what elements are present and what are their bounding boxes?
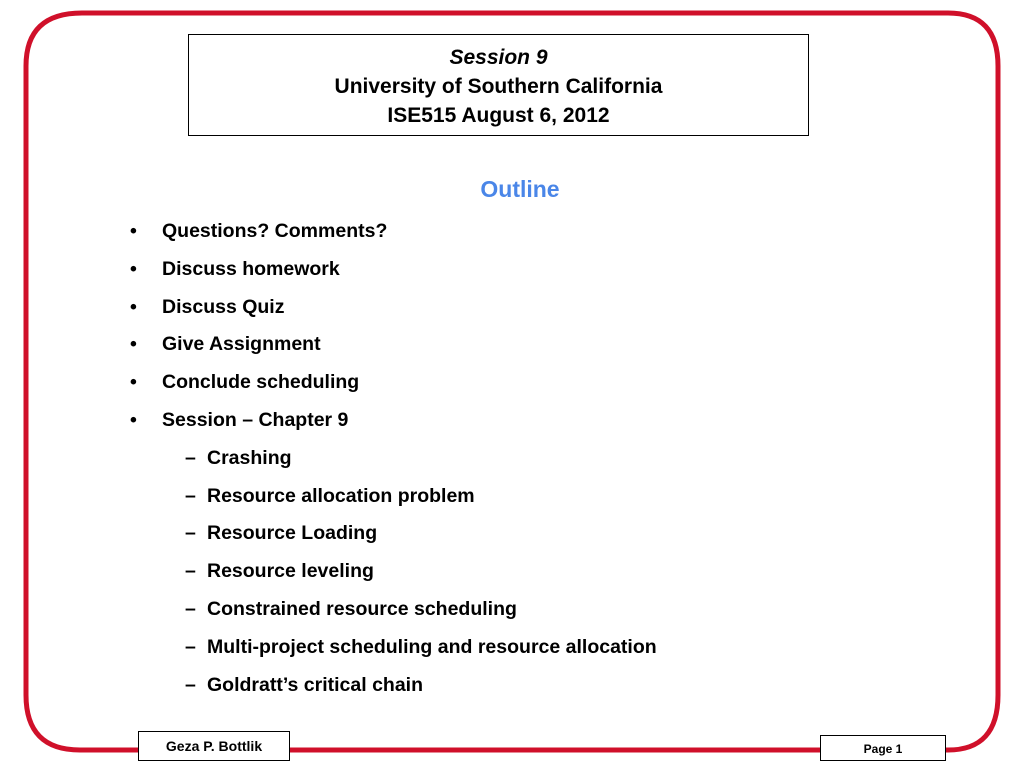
outline-subitem-critical-chain: Goldratt’s critical chain	[207, 673, 424, 696]
outline-item-assignment: Give Assignment	[162, 333, 321, 356]
bullet-marker: •	[130, 295, 137, 318]
outline-subitem-crashing: Crashing	[207, 446, 292, 469]
dash-marker: –	[185, 597, 196, 620]
outline-item-homework: Discuss homework	[162, 257, 340, 280]
page-number: Page 1	[820, 735, 946, 761]
university-name: University of Southern California	[334, 75, 663, 98]
dash-marker: –	[185, 560, 196, 583]
outline-item-questions: Questions? Comments?	[162, 220, 388, 242]
outline-subitem-loading: Resource Loading	[207, 522, 378, 545]
outline-subitem-allocation: Resource allocation problem	[207, 484, 475, 507]
session-title: Session 9	[449, 46, 548, 69]
title-box	[188, 34, 809, 136]
outline-item-chapter: Session – Chapter 9	[162, 408, 349, 431]
dash-marker: –	[185, 484, 196, 507]
outline-item-quiz: Discuss Quiz	[162, 295, 285, 318]
course-date: ISE515 August 6, 2012	[387, 104, 610, 127]
dash-marker: –	[185, 522, 196, 545]
bullet-marker: •	[130, 333, 137, 356]
outline-subitem-multiproject: Multi-project scheduling and resource allocation	[207, 635, 657, 658]
outline-subitem-leveling: Resource leveling	[207, 560, 374, 583]
author-footer: Geza P. Bottlik	[138, 731, 290, 761]
dash-marker: –	[185, 635, 196, 658]
outline-heading: Outline	[480, 176, 560, 202]
bullet-marker: •	[130, 257, 137, 280]
bullet-marker: •	[130, 371, 137, 394]
dash-marker: –	[185, 673, 196, 696]
bullet-marker: •	[130, 408, 137, 431]
dash-marker: –	[185, 446, 196, 469]
outline-subitem-constrained: Constrained resource scheduling	[207, 597, 517, 620]
outline-item-scheduling: Conclude scheduling	[162, 371, 360, 394]
bullet-marker: •	[130, 220, 137, 242]
